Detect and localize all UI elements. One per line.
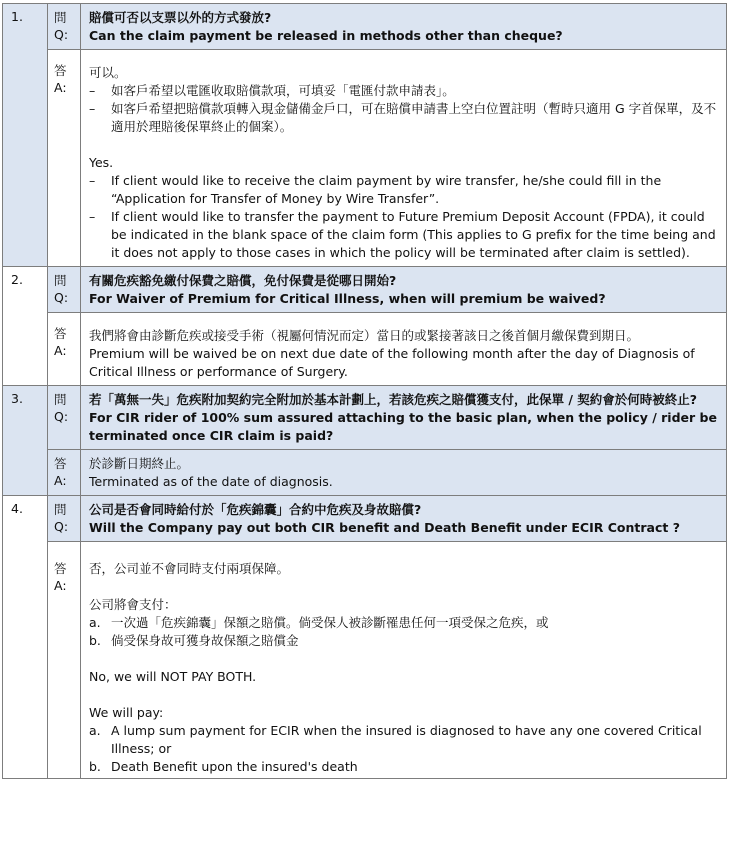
question-label: [48, 4, 81, 50]
faq-4-question-zh: 公司是否會同時給付於「危疾錦囊」合約中危疾及身故賠償?: [89, 502, 422, 517]
question-label: 問 Q:: [48, 267, 81, 313]
faq-3-answer-row: [3, 450, 727, 496]
question-label: 問 Q:: [48, 496, 81, 542]
faq-2-question: [81, 267, 727, 313]
answer-label: 答 A:: [48, 450, 81, 496]
answer-label: 答 A:: [48, 542, 81, 779]
faq-2-answer-zh: 我們將會由診斷危疾或接受手術（視屬何情況而定）當日的或緊接著該日之後首個月繳保費到期日。: [89, 328, 640, 343]
faq-4-question-row: [3, 496, 727, 542]
faq-3-question-row: [3, 386, 727, 450]
faq-3-question: [81, 386, 727, 450]
answer-label: [48, 50, 81, 267]
faq-3-answer-en: Terminated as of the date of diagnosis.: [89, 474, 333, 489]
faq-4-number: 4.: [3, 496, 48, 779]
faq-4-question-en: Will the Company pay out both CIR benefit and Death Benefit under ECIR Contract ?: [89, 520, 680, 535]
faq-2-question-zh: 有關危疾豁免繳付保費之賠償，免付保費是從哪日開始?: [89, 273, 397, 288]
faq-1-answer-zh-intro: 可以。: [89, 65, 127, 80]
faq-2-question-en: For Waiver of Premium for Critical Illness, when will premium be waived?: [89, 291, 606, 306]
question-label-en: Q:: [54, 27, 69, 42]
bullet-dash: –: [89, 101, 96, 116]
faq-4-answer-en-pay: We will pay:: [89, 705, 164, 720]
faq-2-answer-row: [3, 313, 727, 386]
faq-1-answer-en-item: – If client would like to transfer the payment to Future Premium Deposit Account (FPDA), it could be indicated in the blank space of the claim form (This applies to G prefix for the time being and it does not apply to those cases in which the policy will be terminated after claim is settled).: [89, 209, 716, 260]
faq-2-answer-en: Premium will be waived be on next due date of the following month after the day of Diagnosis of Critical Illness or performance of Surgery.: [89, 346, 695, 379]
faq-1-question-en: Can the claim payment be released in methods other than cheque?: [89, 28, 563, 43]
faq-4-answer-en-intro: No, we will NOT PAY BOTH.: [89, 669, 257, 684]
question-label-zh: 問: [54, 10, 67, 25]
bullet-dash: –: [89, 83, 96, 98]
answer-label-en: A:: [54, 80, 67, 95]
faq-2-number: 2.: [3, 267, 48, 386]
faq-3-number: 3.: [3, 386, 48, 496]
faq-1-answer-zh-item: – 如客戶希望把賠償款項轉入現金儲備金戶口，可在賠償申請書上空白位置註明（暫時只適用 G 字首保單，及不適用於理賠後保單終止的個案）。: [89, 101, 717, 134]
faq-table: [2, 3, 727, 779]
faq-4-question: [81, 496, 727, 542]
faq-2-answer: [81, 313, 727, 386]
answer-label: 答 A:: [48, 313, 81, 386]
bullet-dash: –: [89, 173, 96, 188]
faq-3-question-zh: 若「萬無一失」危疾附加契約完全附加於基本計劃上，若該危疾之賠償獲支付，此保單 / 契約會於何時被終止?: [89, 392, 698, 407]
faq-1-question: [81, 4, 727, 50]
faq-1-answer-row: [3, 50, 727, 267]
faq-3-answer-zh: 於診斷日期終止。: [89, 456, 190, 471]
faq-1-question-zh: 賠償可否以支票以外的方式發放?: [89, 10, 272, 25]
faq-4-answer-zh-item: a. 一次過「危疾錦囊」保額之賠償。倘受保人被診斷罹患任何一項受保之危疾，或: [89, 615, 549, 630]
faq-1-answer: [81, 50, 727, 267]
faq-4-answer-en-item: a. A lump sum payment for ECIR when the insured is diagnosed to have any one covered Critical Illness; or: [89, 723, 702, 756]
faq-4-answer-row: [3, 542, 727, 779]
faq-1-answer-zh-item: – 如客戶希望以電匯收取賠償款項，可填妥「電匯付款申請表」。: [89, 83, 455, 98]
faq-4-answer-zh-intro: 否，公司並不會同時支付兩項保障。: [89, 561, 290, 576]
faq-4-answer: [81, 542, 727, 779]
faq-3-question-en: For CIR rider of 100% sum assured attaching to the basic plan, when the policy / rider be terminated once CIR claim is paid?: [89, 410, 717, 443]
faq-4-answer-en-item: b. Death Benefit upon the insured's death: [89, 759, 358, 774]
question-label: 問 Q:: [48, 386, 81, 450]
faq-2-question-row: [3, 267, 727, 313]
faq-1-question-row: [3, 4, 727, 50]
bullet-dash: –: [89, 209, 96, 224]
faq-1-number: 1.: [3, 4, 48, 267]
faq-1-answer-en-item: – If client would like to receive the claim payment by wire transfer, he/she could fill in the “Application for Transfer of Money by Wire Transfer”.: [89, 173, 662, 206]
answer-label-zh: 答: [54, 63, 67, 78]
faq-4-answer-zh-pay: 公司將會支付：: [89, 597, 177, 612]
faq-3-answer: [81, 450, 727, 496]
faq-4-answer-zh-item: b. 倘受保身故可獲身故保額之賠償金: [89, 633, 299, 648]
faq-1-answer-en-intro: Yes.: [89, 155, 114, 170]
